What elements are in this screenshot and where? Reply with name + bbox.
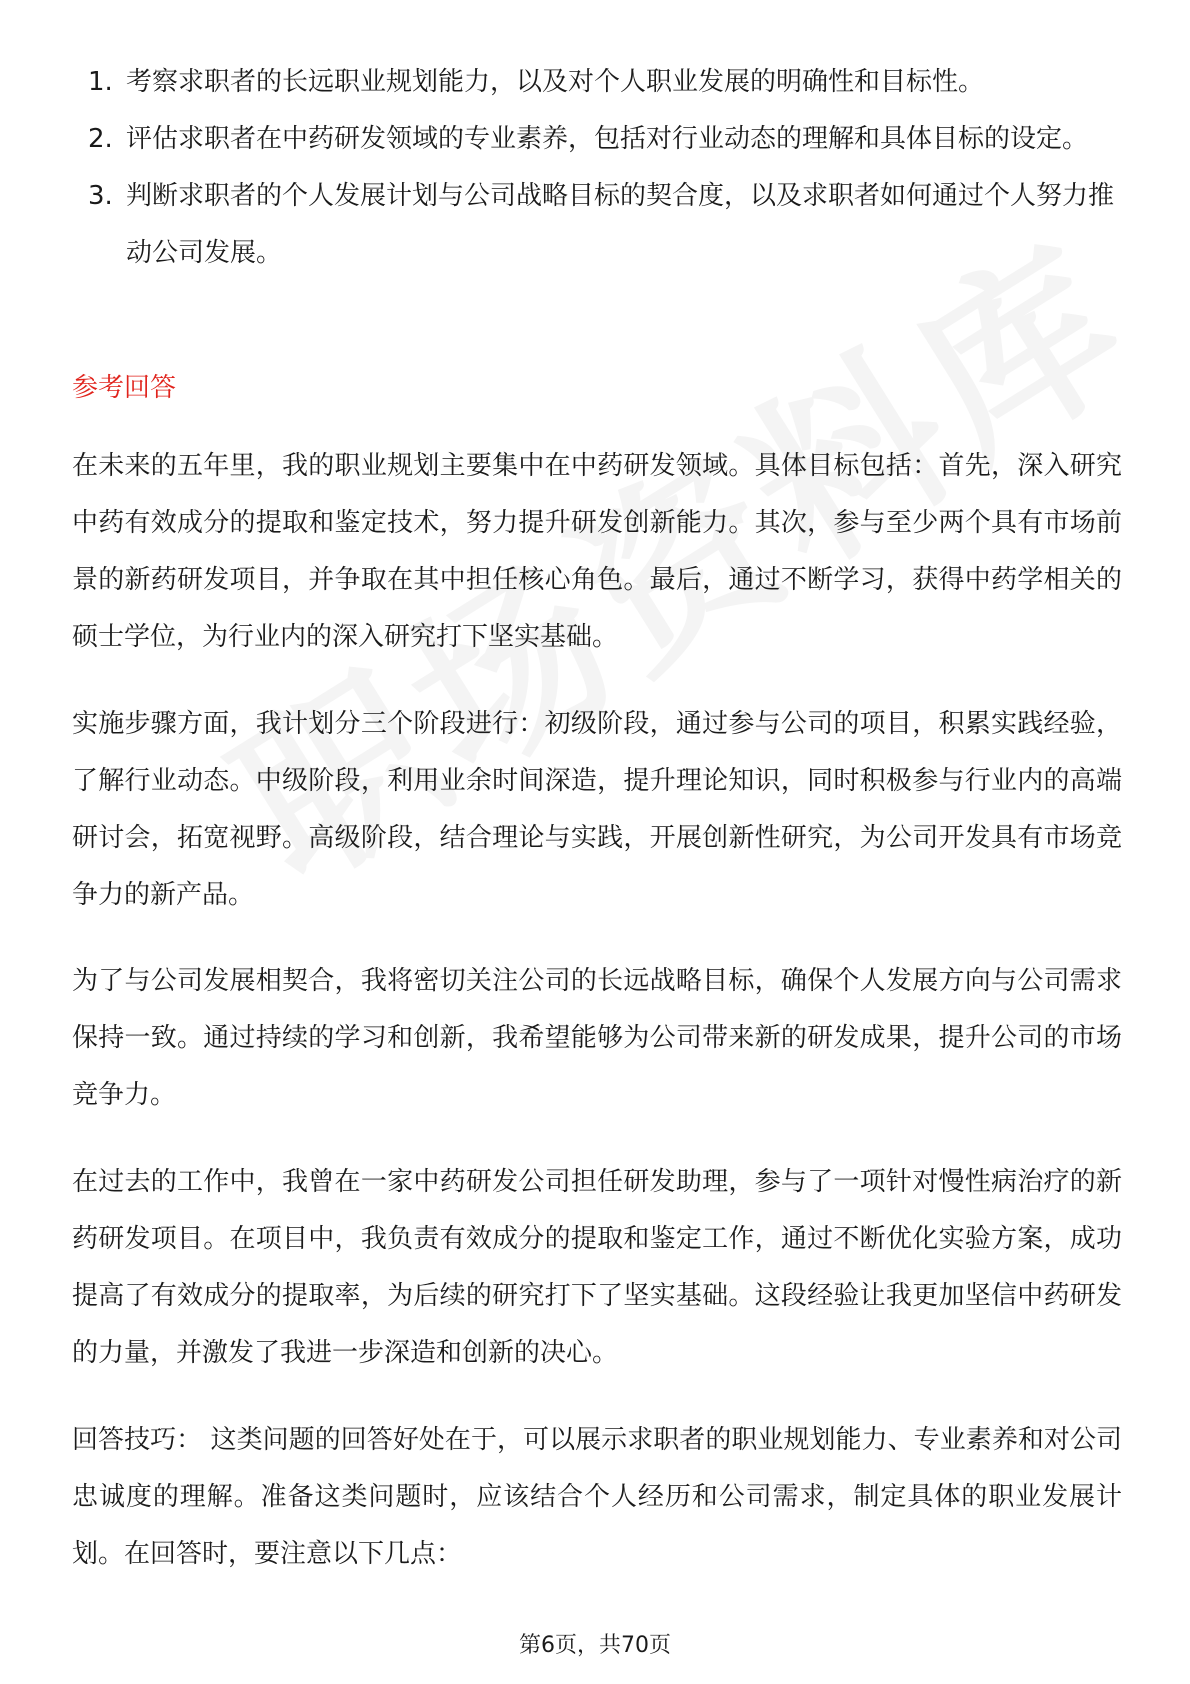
evaluation-criteria-list: [72, 54, 1122, 282]
paragraph: 在过去的工作中，我曾在一家中药研发公司担任研发助理，参与了一项针对慢性病治疗的新药研发项目。在项目中，我负责有效成分的提取和鉴定工作，通过不断优化实验方案，成功提高了有效成分的提取率，为后续的研究打下了坚实基础。这段经验让我更加坚信中药研发的力量，并激发了我进一步深造和创新的决心。: [72, 1167, 1122, 1368]
reference-answer-heading: 参考回答: [72, 373, 177, 403]
list-item-text: 考察求职者的长远职业规划能力，以及对个人职业发展的明确性和目标性。: [126, 67, 985, 97]
answer-tips-paragraph: 回答技巧： 这类问题的回答好处在于，可以展示求职者的职业规划能力、专业素养和对公司忠诚度的理解。准备这类问题时，应该结合个人经历和公司需求，制定具体的职业发展计划。在回答时，要注意以下几点：: [72, 1425, 1122, 1569]
list-item-text: 评估求职者在中药研发领域的专业素养，包括对行业动态的理解和具体目标的设定。: [126, 124, 1089, 154]
list-number: 3.: [88, 181, 113, 211]
list-item-text: 判断求职者的个人发展计划与公司战略目标的契合度，以及求职者如何通过个人努力推动公司发展。: [126, 181, 1115, 268]
list-item: [72, 111, 1122, 168]
page-number: 第6页，共70页: [519, 1633, 671, 1658]
list-number: 2.: [88, 124, 113, 154]
paragraph: 为了与公司发展相契合，我将密切关注公司的长远战略目标，确保个人发展方向与公司需求保持一致。通过持续的学习和创新，我希望能够为公司带来新的研发成果，提升公司的市场竞争力。: [72, 966, 1122, 1110]
list-number: 1.: [88, 67, 113, 97]
paragraph: 实施步骤方面，我计划分三个阶段进行：初级阶段，通过参与公司的项目，积累实践经验，了解行业动态。中级阶段，利用业余时间深造，提升理论知识，同时积极参与行业内的高端研讨会，拓宽视野。高级阶段，结合理论与实践，开展创新性研究，为公司开发具有市场竞争力的新产品。: [72, 709, 1122, 910]
list-item: [72, 168, 1122, 282]
paragraph: 在未来的五年里，我的职业规划主要集中在中药研发领域。具体目标包括：首先，深入研究中药有效成分的提取和鉴定技术，努力提升研发创新能力。其次，参与至少两个具有市场前景的新药研发项目，并争取在其中担任核心角色。最后，通过不断学习，获得中药学相关的硕士学位，为行业内的深入研究打下坚实基础。: [72, 451, 1122, 652]
list-item: [72, 54, 1122, 111]
